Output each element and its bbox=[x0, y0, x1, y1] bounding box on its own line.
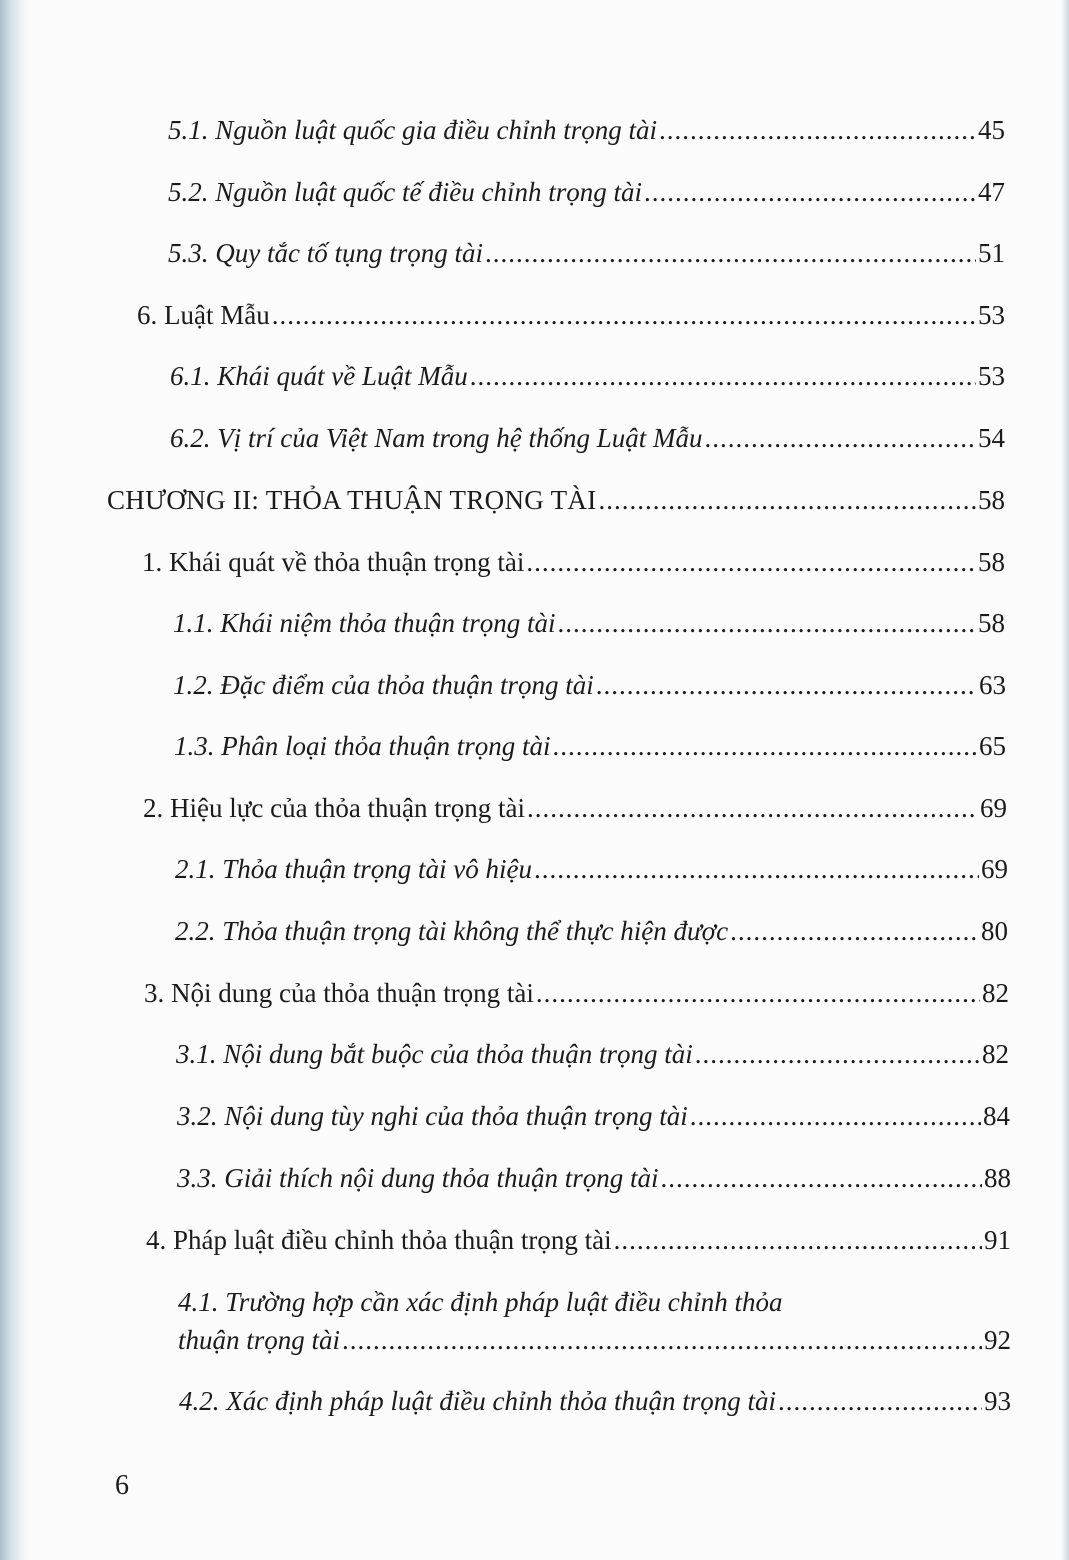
toc-entry-title-line2: thuận trọng tài bbox=[178, 1325, 341, 1355]
toc-entry bbox=[173, 669, 1006, 701]
dot-leader bbox=[527, 792, 978, 824]
dot-leader bbox=[730, 915, 979, 947]
toc-entry bbox=[144, 977, 1009, 1009]
dot-leader bbox=[661, 1162, 982, 1194]
toc-entry-title: 4. Pháp luật điều chỉnh thỏa thuận trọng tài bbox=[146, 1225, 612, 1255]
toc-entry-page: 58 bbox=[978, 485, 1005, 515]
toc-entry-title: 2.2. Thỏa thuận trọng tài không thể thực hiện được bbox=[175, 916, 729, 946]
toc-entry-title: 6.2. Vị trí của Việt Nam trong hệ thống Luật Mẫu bbox=[170, 423, 703, 453]
toc-entry-title: 1.2. Đặc điểm của thỏa thuận trọng tài bbox=[173, 670, 594, 700]
dot-leader bbox=[690, 1100, 981, 1132]
toc-entry bbox=[176, 1038, 1009, 1070]
toc-entry bbox=[177, 1100, 1010, 1132]
toc-entry-page: 84 bbox=[983, 1101, 1010, 1131]
toc-entry-title: 3.3. Giải thích nội dung thỏa thuận trọng tài bbox=[177, 1163, 659, 1193]
toc-entry-page: 69 bbox=[980, 793, 1007, 823]
toc-entry bbox=[170, 422, 1005, 454]
dot-leader bbox=[596, 669, 977, 701]
dot-leader bbox=[599, 484, 977, 516]
dot-leader bbox=[659, 114, 976, 146]
toc-entry-page: 92 bbox=[984, 1325, 1011, 1355]
toc-entry-title: 3.2. Nội dung tùy nghi của thỏa thuận trọng tài bbox=[177, 1101, 688, 1131]
toc-entry bbox=[179, 1385, 1011, 1417]
toc-entry-title: 1. Khái quát về thỏa thuận trọng tài bbox=[142, 547, 525, 577]
toc-entry-page: 47 bbox=[978, 177, 1005, 207]
page-edge-right bbox=[1061, 0, 1069, 1560]
toc-entry-title: 1.3. Phân loại thỏa thuận trọng tài bbox=[174, 731, 551, 761]
toc-entry-title: 5.3. Quy tắc tố tụng trọng tài bbox=[168, 238, 483, 268]
toc-entry-page: 45 bbox=[978, 115, 1005, 145]
toc-entry bbox=[168, 176, 1005, 208]
dot-leader bbox=[470, 360, 976, 392]
toc-entry-page: 82 bbox=[982, 978, 1009, 1008]
toc-entry bbox=[178, 1324, 1011, 1356]
toc-entry-title: 3.1. Nội dung bắt buộc của thỏa thuận trọng tài bbox=[176, 1039, 693, 1069]
dot-leader bbox=[558, 607, 976, 639]
toc-entry bbox=[173, 607, 1005, 639]
toc-entry bbox=[177, 1162, 1011, 1194]
toc-entry bbox=[175, 915, 1008, 947]
dot-leader bbox=[342, 1324, 982, 1356]
toc-entry-title: 6.1. Khái quát về Luật Mẫu bbox=[170, 361, 468, 391]
toc-entry-page: 93 bbox=[984, 1386, 1011, 1416]
toc-entry bbox=[168, 237, 1005, 269]
toc-entry-page: 51 bbox=[978, 238, 1005, 268]
dot-leader bbox=[272, 299, 976, 331]
toc-entry-title: 6. Luật Mẫu bbox=[137, 300, 270, 330]
dot-leader bbox=[614, 1224, 982, 1256]
dot-leader bbox=[534, 853, 979, 885]
page-number: 6 bbox=[115, 1470, 129, 1501]
toc-entry-title: 5.1. Nguồn luật quốc gia điều chỉnh trọng tài bbox=[168, 115, 657, 145]
dot-leader bbox=[778, 1385, 982, 1417]
toc-entry-page: 88 bbox=[984, 1163, 1011, 1193]
toc-entry-title: 4.2. Xác định pháp luật điều chỉnh thỏa thuận trọng tài bbox=[179, 1386, 776, 1416]
toc-entry-title: 2. Hiệu lực của thỏa thuận trọng tài bbox=[143, 793, 526, 823]
toc-entry bbox=[142, 546, 1005, 578]
toc-entry-title: 1.1. Khái niệm thỏa thuận trọng tài bbox=[173, 608, 556, 638]
toc-entry-page: 58 bbox=[978, 608, 1005, 638]
dot-leader bbox=[695, 1038, 980, 1070]
dot-leader bbox=[704, 422, 976, 454]
toc-entry-title: 2.1. Thỏa thuận trọng tài vô hiệu bbox=[175, 854, 532, 884]
toc-entry-page: 58 bbox=[978, 547, 1005, 577]
toc-entry-title-line1: 4.1. Trường hợp cần xác định pháp luật điều chỉnh thỏa bbox=[178, 1287, 783, 1317]
toc-entry-page: 53 bbox=[978, 361, 1005, 391]
toc-entry-title: CHƯƠNG II: THỎA THUẬN TRỌNG TÀI bbox=[107, 485, 597, 515]
dot-leader bbox=[485, 237, 976, 269]
dot-leader bbox=[536, 977, 980, 1009]
toc-entry-page: 54 bbox=[978, 423, 1005, 453]
toc-entry bbox=[137, 299, 1005, 331]
toc-entry-page: 65 bbox=[979, 731, 1006, 761]
toc-entry-title: 3. Nội dung của thỏa thuận trọng tài bbox=[144, 978, 534, 1008]
toc-entry bbox=[146, 1224, 1011, 1256]
toc-entry-page: 91 bbox=[984, 1225, 1011, 1255]
toc-chapter-entry bbox=[107, 484, 1005, 516]
toc-entry bbox=[170, 360, 1005, 392]
toc-entry-title: 5.2. Nguồn luật quốc tế điều chỉnh trọng tài bbox=[168, 177, 642, 207]
toc-entry-page: 63 bbox=[979, 670, 1006, 700]
dot-leader bbox=[526, 546, 976, 578]
toc-entry-page: 82 bbox=[982, 1039, 1009, 1069]
toc-entry bbox=[168, 114, 1005, 146]
toc-entry bbox=[175, 853, 1008, 885]
toc-entry-page: 53 bbox=[978, 300, 1005, 330]
dot-leader bbox=[553, 730, 977, 762]
toc-entry-page: 80 bbox=[981, 916, 1008, 946]
dot-leader bbox=[644, 176, 976, 208]
toc-entry-page: 69 bbox=[981, 854, 1008, 884]
page-edge-shadow bbox=[0, 0, 30, 1560]
toc-entry bbox=[174, 730, 1006, 762]
toc-entry bbox=[143, 792, 1007, 824]
